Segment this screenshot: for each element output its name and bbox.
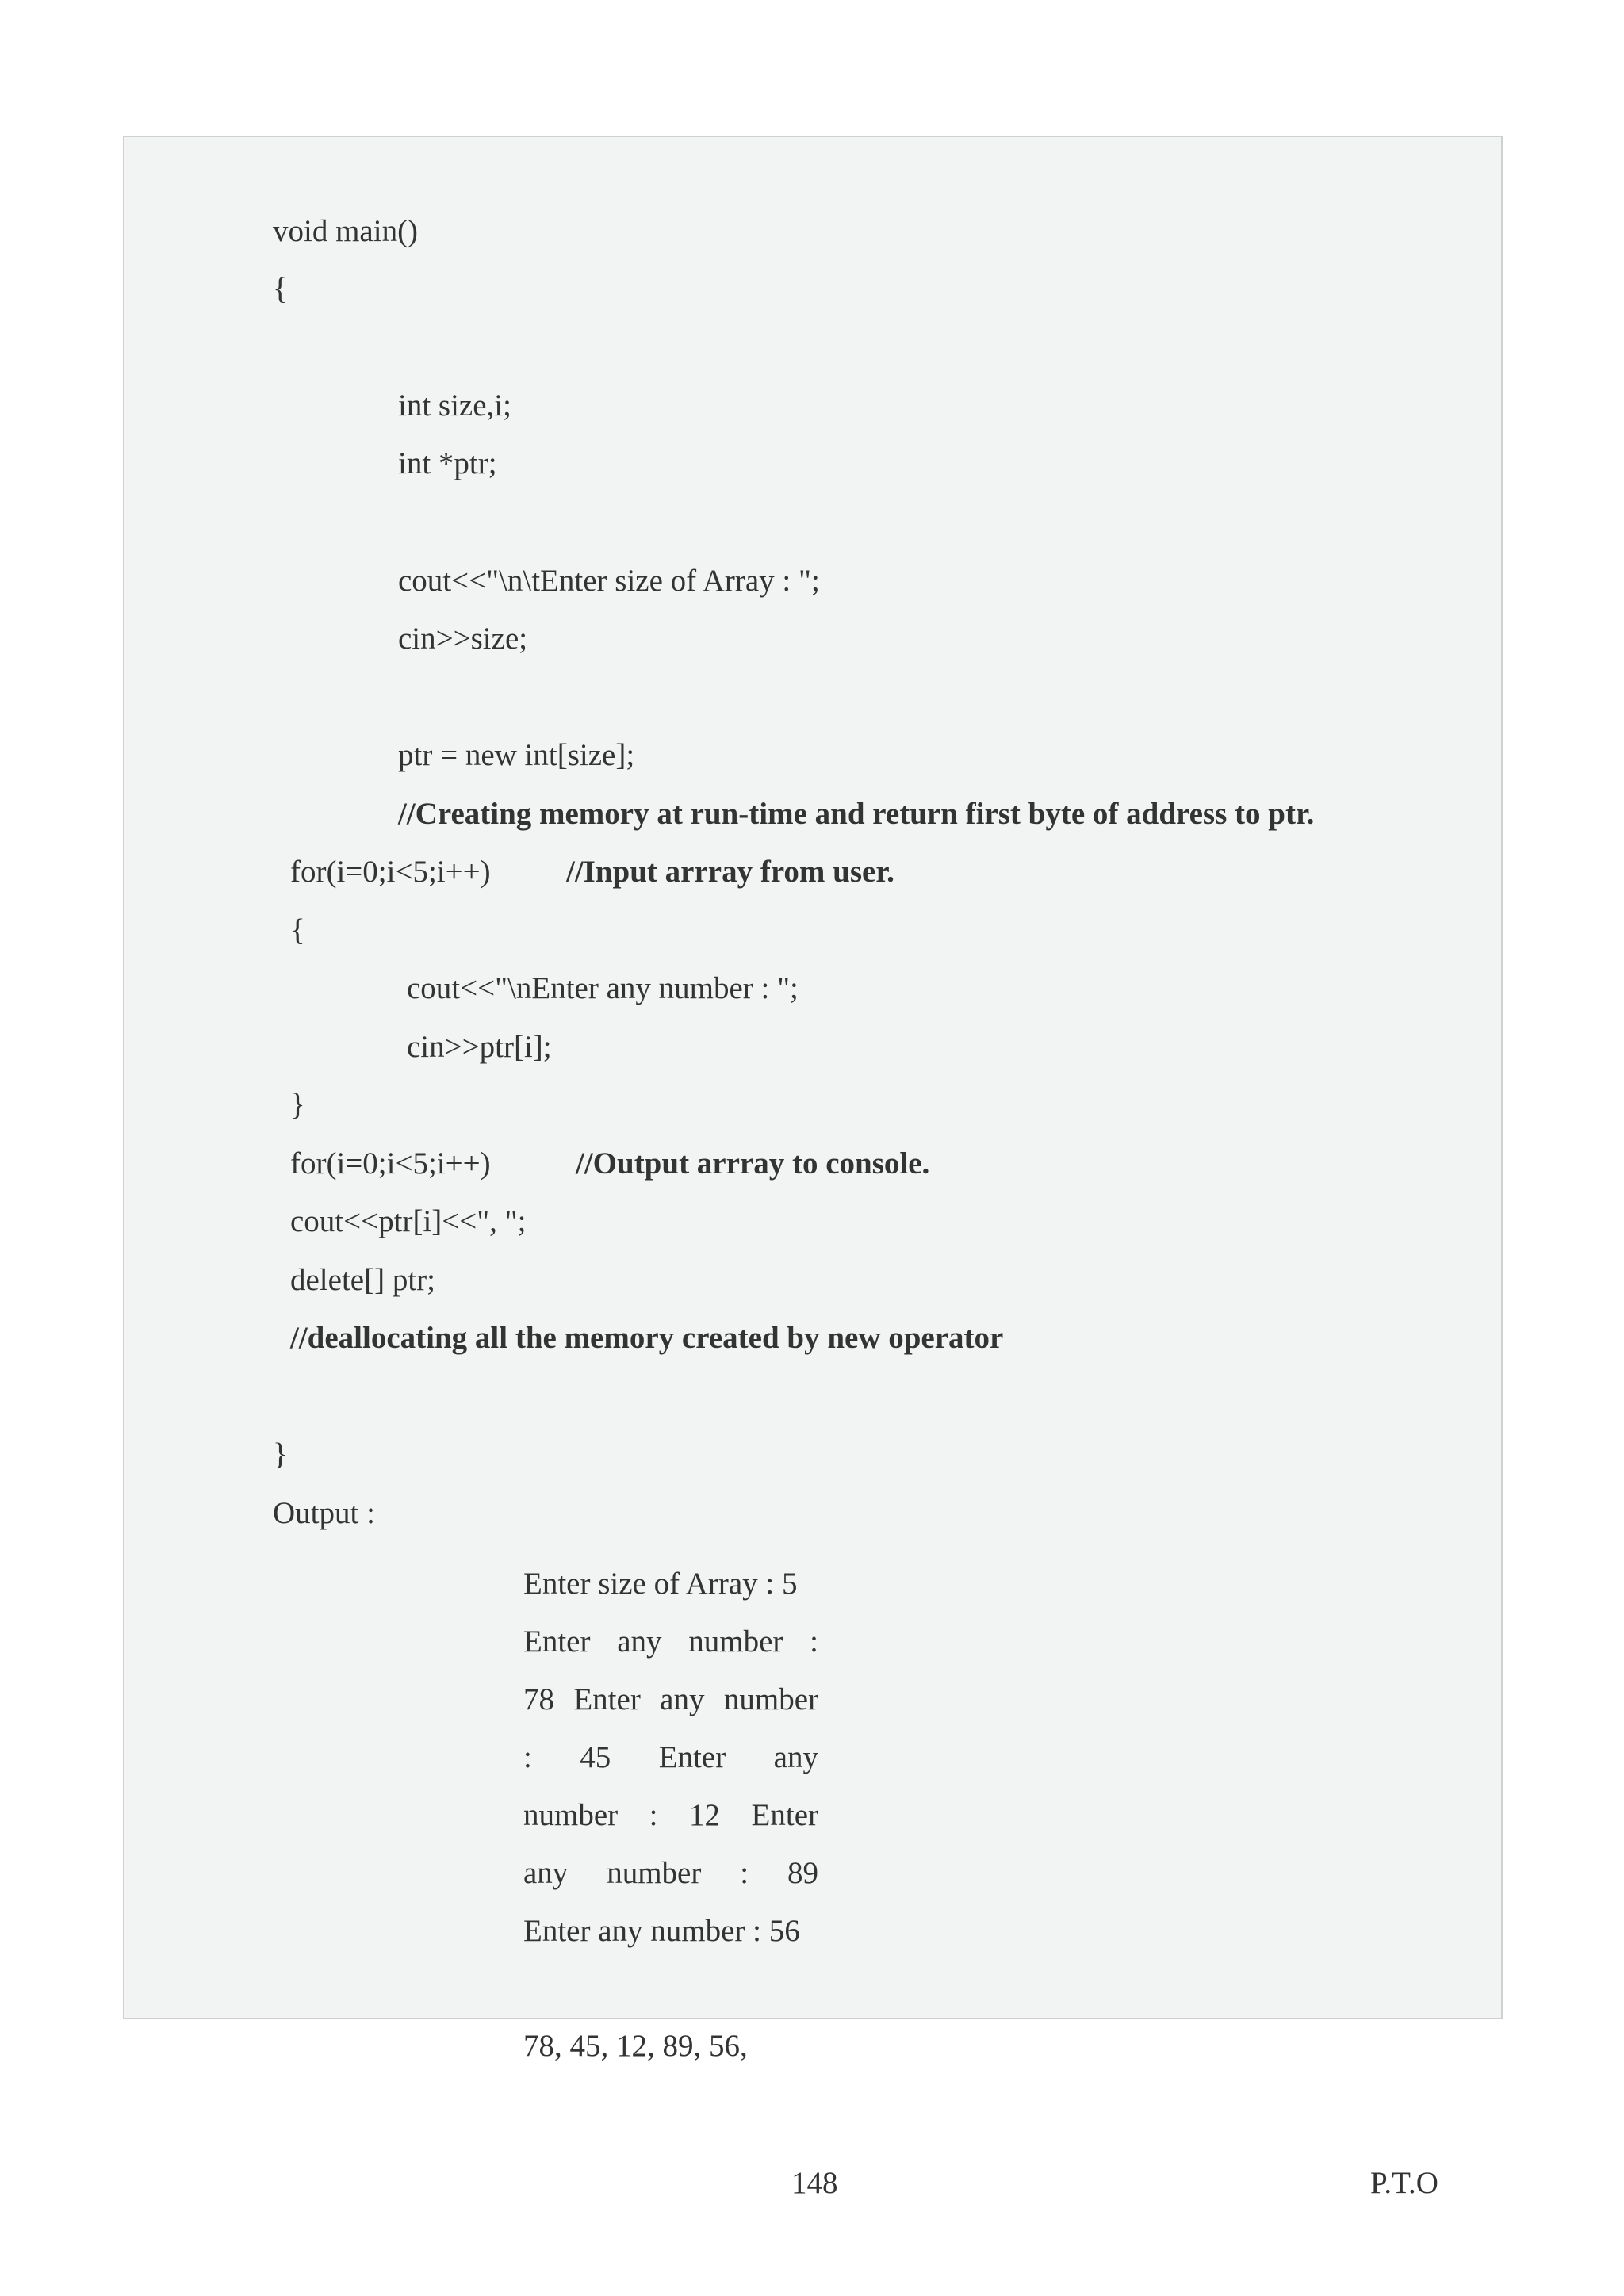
code-comment: //deallocating all the memory created by new operator bbox=[290, 1321, 1004, 1355]
output-line: Enter size of Array : 5 bbox=[523, 1567, 798, 1601]
code-line: cout<<"\nEnter any number : "; bbox=[407, 971, 799, 1005]
code-line: cout<<ptr[i]<<", "; bbox=[290, 1204, 527, 1238]
code-line: cin>>size; bbox=[398, 622, 528, 656]
output-label: Output : bbox=[273, 1496, 375, 1530]
code-line: cin>>ptr[i]; bbox=[407, 1030, 552, 1064]
output-line: number : 12 Enter bbox=[523, 1798, 818, 1832]
output-result: 78, 45, 12, 89, 56, bbox=[523, 2029, 748, 2063]
code-line: { bbox=[273, 272, 288, 306]
output-line: 78 Enter any number bbox=[523, 1682, 818, 1716]
code-line: { bbox=[290, 913, 305, 947]
code-comment: //Input arrray from user. bbox=[566, 855, 894, 889]
code-line: } bbox=[273, 1437, 288, 1471]
code-line: int size,i; bbox=[398, 388, 511, 423]
output-line: Enter any number : 56 bbox=[523, 1914, 800, 1948]
code-comment: //Creating memory at run-time and return first byte of address to ptr. bbox=[398, 797, 1315, 831]
code-line: } bbox=[290, 1088, 305, 1122]
code-line: void main() bbox=[273, 214, 419, 248]
code-listing-box bbox=[123, 136, 1503, 2019]
code-line: cout<<"\n\tEnter size of Array : "; bbox=[398, 564, 820, 598]
output-line: Enter any number : bbox=[523, 1624, 818, 1659]
code-line: for(i=0;i<5;i++) bbox=[290, 1146, 491, 1181]
output-line: any number : 89 bbox=[523, 1856, 818, 1890]
code-line: int *ptr; bbox=[398, 446, 497, 480]
page-number: 148 bbox=[791, 2166, 838, 2200]
code-comment: //Output arrray to console. bbox=[576, 1146, 930, 1181]
code-line: for(i=0;i<5;i++) bbox=[290, 855, 491, 889]
code-line: delete[] ptr; bbox=[290, 1263, 435, 1297]
code-line: ptr = new int[size]; bbox=[398, 738, 635, 772]
pto-label: P.T.O bbox=[1370, 2166, 1438, 2200]
output-line: : 45 Enter any bbox=[523, 1740, 818, 1774]
